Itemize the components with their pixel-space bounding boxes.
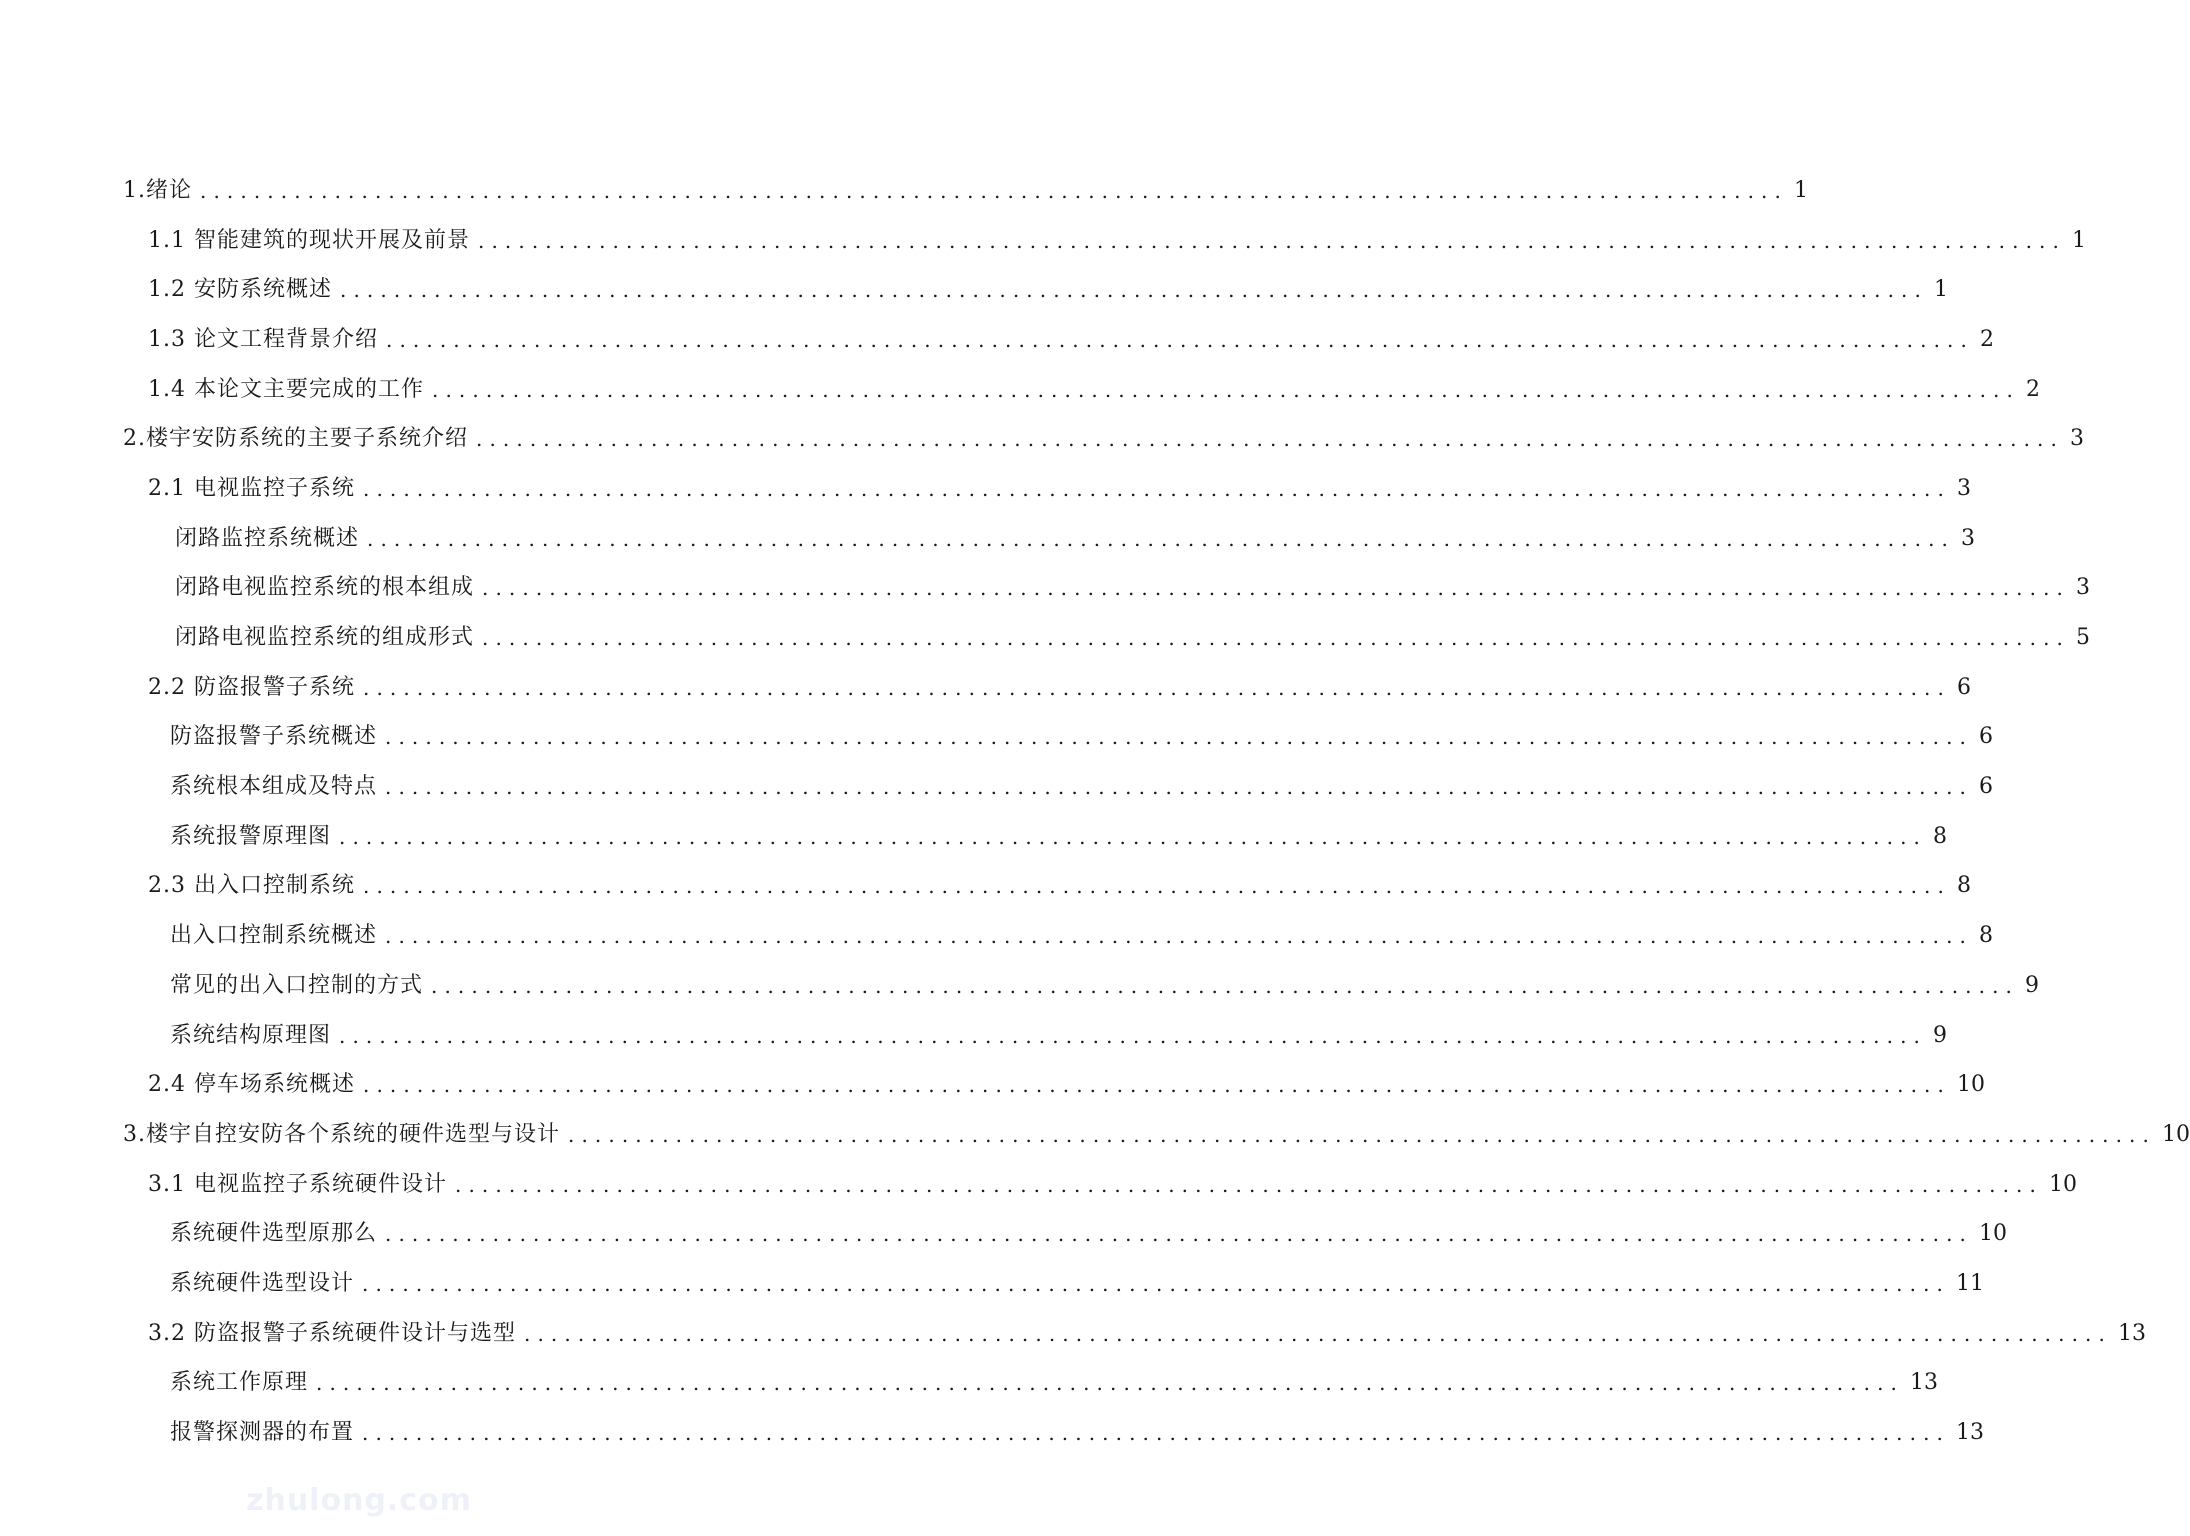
toc-entry[interactable] bbox=[0, 663, 1971, 713]
dot-leader: ...................................................................................................................... bbox=[339, 278, 1928, 303]
toc-entry[interactable] bbox=[0, 564, 2090, 614]
toc-entry[interactable] bbox=[0, 265, 1948, 315]
toc-entry[interactable] bbox=[0, 911, 1993, 961]
dot-leader: ...................................................................................................................... bbox=[362, 1073, 1951, 1098]
dot-leader: ...................................................................................................................... bbox=[385, 924, 1973, 949]
toc-entry[interactable] bbox=[0, 1259, 1984, 1309]
toc-entry-page: 1 bbox=[1793, 177, 1808, 203]
dot-leader: ...................................................................................................................... bbox=[362, 874, 1951, 899]
toc-entry-title: 闭路电视监控系统的根本组成 bbox=[175, 575, 475, 601]
toc-entry-title: 系统根本组成及特点 bbox=[170, 774, 378, 800]
toc-entry-page: 10 bbox=[1956, 1072, 1985, 1098]
toc-entry[interactable] bbox=[0, 1209, 2007, 1259]
toc-entry-title: 2.4 停车场系统概述 bbox=[148, 1072, 355, 1098]
toc-entry-title: 1.1 智能建筑的现状开展及前景 bbox=[148, 227, 470, 253]
toc-entry-page: 13 bbox=[1910, 1370, 1938, 1396]
toc-entry-title: 1.4 本论文主要完成的工作 bbox=[148, 376, 424, 402]
toc-entry-title: 系统工作原理 bbox=[170, 1370, 309, 1396]
dot-leader: ...................................................................................................................... bbox=[385, 775, 1973, 800]
toc-entry-page: 8 bbox=[1956, 873, 1971, 899]
toc-entry-page: 6 bbox=[1979, 724, 1993, 750]
toc-entry[interactable] bbox=[0, 862, 1971, 912]
toc-entry-title: 系统结构原理图 bbox=[170, 1022, 332, 1048]
toc-entry-page: 10 bbox=[1979, 1221, 2007, 1247]
toc-entry-title: 系统硬件选型设计 bbox=[170, 1270, 355, 1296]
toc-entry[interactable] bbox=[0, 166, 1808, 216]
toc-entry[interactable] bbox=[0, 216, 2086, 266]
toc-entry-page: 3 bbox=[2069, 426, 2084, 452]
toc-entry-page: 13 bbox=[2117, 1320, 2146, 1346]
watermark: zhulong.com bbox=[246, 1483, 472, 1518]
toc-entry-title: 3.楼宇自控安防各个系统的硬件选型与设计 bbox=[123, 1121, 560, 1147]
toc-entry-page: 3 bbox=[1956, 475, 1971, 501]
dot-leader: ...................................................................................................................... bbox=[523, 1321, 2112, 1346]
toc-entry-page: 10 bbox=[2048, 1171, 2077, 1197]
toc-entry-page: 3 bbox=[2076, 575, 2090, 601]
toc-entry[interactable] bbox=[0, 1359, 1938, 1409]
toc-entry[interactable] bbox=[0, 514, 1975, 564]
toc-entry[interactable] bbox=[0, 812, 1947, 862]
dot-leader: ...................................................................................................................... bbox=[476, 427, 2064, 452]
toc-entry[interactable] bbox=[0, 613, 2090, 663]
toc-entry[interactable] bbox=[0, 414, 2084, 464]
dot-leader: ...................................................................................................................... bbox=[362, 675, 1951, 700]
toc-entry-page: 1 bbox=[1933, 277, 1948, 303]
toc-entry-title: 2.楼宇安防系统的主要子系统介绍 bbox=[123, 426, 468, 452]
toc-entry-page: 6 bbox=[1956, 674, 1971, 700]
toc-entry-page: 5 bbox=[2076, 625, 2090, 651]
toc-entry-page: 13 bbox=[1956, 1420, 1984, 1446]
toc-entry-page: 11 bbox=[1956, 1270, 1984, 1296]
toc-entry-title: 3.1 电视监控子系统硬件设计 bbox=[148, 1171, 447, 1197]
toc-entry-title: 2.1 电视监控子系统 bbox=[148, 475, 355, 501]
toc-entry-page: 8 bbox=[1933, 823, 1947, 849]
toc-entry-page: 9 bbox=[1933, 1022, 1947, 1048]
toc-entry-page: 3 bbox=[1961, 525, 1975, 551]
toc-entry[interactable] bbox=[0, 1011, 1947, 1061]
toc-entry[interactable] bbox=[0, 1408, 1984, 1458]
toc-entry-title: 1.2 安防系统概述 bbox=[148, 277, 332, 303]
dot-leader: ...................................................................................................................... bbox=[477, 228, 2066, 253]
dot-leader: ...................................................................................................................... bbox=[339, 1023, 1927, 1048]
dot-leader: ...................................................................................................................... bbox=[482, 626, 2070, 651]
toc-entry-page: 6 bbox=[1979, 774, 1993, 800]
toc-entry-title: 系统报警原理图 bbox=[170, 823, 332, 849]
toc-entry-title: 常见的出入口控制的方式 bbox=[170, 972, 424, 998]
toc-entry[interactable] bbox=[0, 1060, 1985, 1110]
dot-leader: ...................................................................................................................... bbox=[454, 1172, 2043, 1197]
toc-entry[interactable] bbox=[0, 365, 2040, 415]
toc-entry-title: 1.绪论 bbox=[123, 177, 192, 203]
toc-entry-title: 3.2 防盗报警子系统硬件设计与选型 bbox=[148, 1320, 516, 1346]
dot-leader: ...................................................................................................................... bbox=[385, 327, 1974, 352]
toc-entry-title: 闭路监控系统概述 bbox=[175, 525, 360, 551]
toc-entry[interactable] bbox=[0, 1309, 2146, 1359]
toc-entry-page: 8 bbox=[1979, 923, 1993, 949]
toc-entry-title: 防盗报警子系统概述 bbox=[170, 724, 378, 750]
dot-leader: ...................................................................................................................... bbox=[482, 576, 2070, 601]
dot-leader: ...................................................................................................................... bbox=[431, 973, 2019, 998]
dot-leader: ...................................................................................................................... bbox=[385, 1222, 1973, 1247]
dot-leader: ...................................................................................................................... bbox=[568, 1122, 2156, 1147]
toc-entry-title: 出入口控制系统概述 bbox=[170, 923, 378, 949]
dot-leader: ...................................................................................................................... bbox=[200, 178, 1788, 203]
dot-leader: ...................................................................................................................... bbox=[316, 1371, 1904, 1396]
table-of-contents bbox=[0, 166, 2190, 1458]
toc-entry[interactable] bbox=[0, 1110, 2190, 1160]
toc-entry[interactable] bbox=[0, 464, 1971, 514]
dot-leader: ...................................................................................................................... bbox=[367, 526, 1955, 551]
toc-entry-title: 闭路电视监控系统的组成形式 bbox=[175, 625, 475, 651]
toc-entry[interactable] bbox=[0, 961, 2039, 1011]
toc-entry-title: 1.3 论文工程背景介绍 bbox=[148, 326, 378, 352]
toc-entry-page: 2 bbox=[1979, 326, 1994, 352]
dot-leader: ...................................................................................................................... bbox=[362, 1271, 1950, 1296]
toc-entry[interactable] bbox=[0, 713, 1993, 763]
toc-entry-page: 1 bbox=[2071, 227, 2086, 253]
dot-leader: ...................................................................................................................... bbox=[362, 1421, 1950, 1446]
toc-entry-title: 2.3 出入口控制系统 bbox=[148, 873, 355, 899]
dot-leader: ...................................................................................................................... bbox=[431, 377, 2020, 402]
toc-entry[interactable] bbox=[0, 315, 1994, 365]
toc-entry-page: 10 bbox=[2161, 1121, 2190, 1147]
dot-leader: ...................................................................................................................... bbox=[339, 824, 1927, 849]
toc-entry-title: 系统硬件选型原那么 bbox=[170, 1221, 378, 1247]
dot-leader: ...................................................................................................................... bbox=[385, 725, 1973, 750]
toc-entry[interactable] bbox=[0, 1160, 2077, 1210]
toc-entry-page: 2 bbox=[2025, 376, 2040, 402]
toc-entry-title: 2.2 防盗报警子系统 bbox=[148, 674, 355, 700]
dot-leader: ...................................................................................................................... bbox=[362, 476, 1951, 501]
toc-entry[interactable] bbox=[0, 762, 1993, 812]
toc-entry-title: 报警探测器的布置 bbox=[170, 1420, 355, 1446]
toc-entry-page: 9 bbox=[2025, 972, 2039, 998]
